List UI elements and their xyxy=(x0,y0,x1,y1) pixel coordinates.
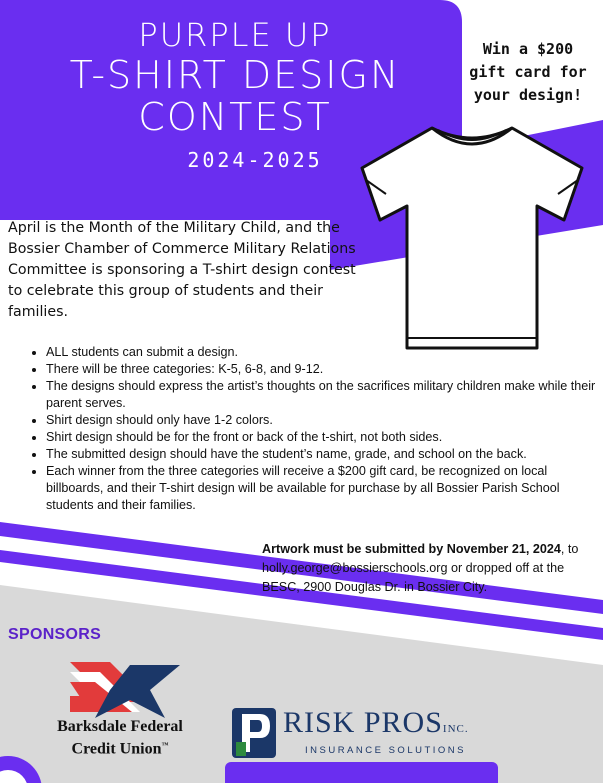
bfcu-line-1: Barksdale Federal xyxy=(57,718,183,735)
footer-bar xyxy=(225,762,498,783)
rule-item: • Each winner from the three categories will receive a $200 gift card, be recognized on local billboards, and their T-shirt design will be available for purchase by all Bossier Parish School students and their families. xyxy=(46,463,601,514)
rules-list xyxy=(30,344,601,514)
prize-callout xyxy=(458,38,598,107)
submission-info xyxy=(262,540,597,597)
prize-line-2: gift card for xyxy=(469,63,587,81)
riskpros-inc: INC. xyxy=(442,723,469,735)
bfcu-line-2: Credit Union xyxy=(71,740,162,758)
riskpros-name xyxy=(283,706,469,740)
submission-deadline: Artwork must be submitted by November 21, 2024 xyxy=(262,542,561,556)
bfcu-trademark: ™ xyxy=(161,741,169,749)
bfcu-name xyxy=(30,718,210,758)
riskpros-logo-icon xyxy=(232,708,276,758)
rule-item: • Shirt design should only have 1-2 colors. xyxy=(46,412,601,429)
tshirt-icon xyxy=(352,120,592,360)
riskpros-wordmark: RISK PROS xyxy=(283,706,443,739)
contest-title xyxy=(40,16,430,138)
sponsors-heading: SPONSORS xyxy=(8,626,102,643)
title-line-3: CONTEST xyxy=(138,95,332,139)
prize-line-1: Win a $200 xyxy=(482,40,574,58)
rule-item: • The designs should express the artist’s thoughts on the sacrifices military children make while their parent serves. xyxy=(46,378,601,412)
riskpros-tagline: INSURANCE SOLUTIONS xyxy=(305,745,466,756)
rule-item: • The submitted design should have the student’s name, grade, and school on the back. xyxy=(46,446,601,463)
rule-item: • ALL students can submit a design. xyxy=(46,344,601,361)
title-line-2: T-SHIRT DESIGN xyxy=(69,53,401,97)
rule-item: • Shirt design should be for the front or back of the t-shirt, not both sides. xyxy=(46,429,601,446)
prize-line-3: your design! xyxy=(473,86,583,104)
rule-item: • There will be three categories: K-5, 6-8, and 9-12. xyxy=(46,361,601,378)
contest-year: 2024-2025 xyxy=(187,148,323,172)
intro-paragraph: April is the Month of the Military Child, and the Bossier Chamber of Commerce Military Relations Committee is sponsoring a T-shirt design contest to celebrate this group of students and their families. xyxy=(8,220,356,320)
title-line-1: PURPLE UP xyxy=(138,16,332,54)
submission-details: , to holly.george@bossierschools.org or dropped off at the BESC, 2900 Douglas Dr. in Bossier City. xyxy=(262,542,579,594)
